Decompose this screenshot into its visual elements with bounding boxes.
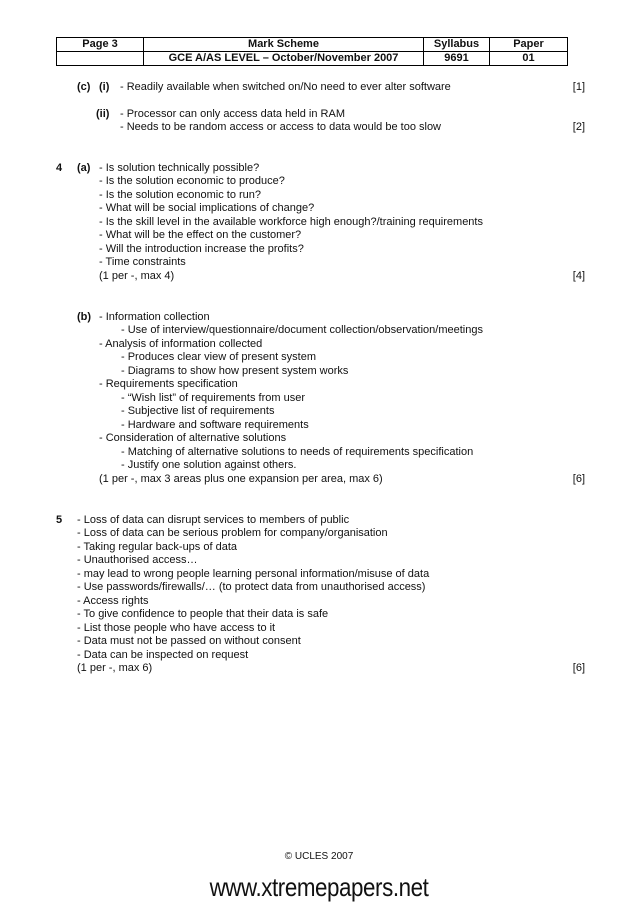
copyright-footer: © UCLES 2007 xyxy=(284,851,354,862)
q3c-ii-line: - Needs to be random access or access to data would be too slow xyxy=(120,121,442,133)
q4b-mark: [6] xyxy=(572,473,585,485)
q4a-note: (1 per -, max 4) xyxy=(99,270,175,282)
q4-number: 4 xyxy=(56,162,63,174)
q5-line: - Loss of data can be serious problem for company/organisation xyxy=(77,527,388,539)
q4b-note: (1 per -, max 3 areas plus one expansion per area, max 6) xyxy=(99,473,383,485)
q4b-line: - Hardware and software requirements xyxy=(121,419,309,431)
q3c-part-label: (c) xyxy=(77,81,91,93)
q5-line: - To give confidence to people that their data is safe xyxy=(77,608,329,620)
paper-code: 01 xyxy=(490,52,568,66)
q4b-line: - Analysis of information collected xyxy=(99,338,263,350)
q4a-line: - What will be social implications of change? xyxy=(99,202,315,214)
q5-line: - Access rights xyxy=(77,595,149,607)
q4a-mark: [4] xyxy=(572,270,585,282)
q4b-line: - “Wish list” of requirements from user xyxy=(121,392,305,404)
q4b-line: - Requirements specification xyxy=(99,378,238,390)
q3c-i-label: (i) xyxy=(99,81,110,93)
q4a-line: - Is the solution economic to run? xyxy=(99,189,262,201)
q4b-label: (b) xyxy=(77,311,92,323)
q5-line: - Use passwords/firewalls/… (to protect data from unauthorised access) xyxy=(77,581,426,593)
q4a-line: - Time constraints xyxy=(99,256,186,268)
syllabus-label: Syllabus xyxy=(424,38,490,52)
q3c-ii-line: - Processor can only access data held in RAM xyxy=(120,108,345,120)
q5-line: - Taking regular back-ups of data xyxy=(77,541,237,553)
watermark-link[interactable]: www.xtremepapers.net xyxy=(209,872,429,902)
q4b-line: - Use of interview/questionnaire/document collection/observation/meetings xyxy=(121,324,483,336)
mark-scheme-title: Mark Scheme xyxy=(144,38,424,52)
q3c-i-text: - Readily available when switched on/No need to ever alter software xyxy=(120,81,451,93)
q4a-label: (a) xyxy=(77,162,91,174)
q3c-ii-label: (ii) xyxy=(96,108,110,120)
q4b-line: - Produces clear view of present system xyxy=(121,351,317,363)
exam-title: GCE A/AS LEVEL – October/November 2007 xyxy=(144,52,424,66)
paper-label: Paper xyxy=(490,38,568,52)
q4b-line: - Diagrams to show how present system works xyxy=(121,365,349,377)
q4b-line: - Consideration of alternative solutions xyxy=(99,432,287,444)
q4a-line: - Is solution technically possible? xyxy=(99,162,260,174)
q4a-line: - What will be the effect on the customer? xyxy=(99,229,302,241)
q5-line: - Unauthorised access… xyxy=(77,554,198,566)
q5-line: - Data can be inspected on request xyxy=(77,649,249,661)
q4b-line: - Subjective list of requirements xyxy=(121,405,275,417)
q4b-line: - Justify one solution against others. xyxy=(121,459,297,471)
header-empty-cell xyxy=(57,52,144,66)
q5-note: (1 per -, max 6) xyxy=(77,662,153,674)
q5-number: 5 xyxy=(56,514,63,526)
page-number: Page 3 xyxy=(57,38,144,52)
q4a-line: - Will the introduction increase the profits? xyxy=(99,243,304,255)
q5-line: - may lead to wrong people learning personal information/misuse of data xyxy=(77,568,430,580)
q4a-line: - Is the solution economic to produce? xyxy=(99,175,285,187)
q5-mark: [6] xyxy=(572,662,585,674)
q3c-i-mark: [1] xyxy=(572,81,585,93)
q4a-line: - Is the skill level in the available workforce high enough?/training requirements xyxy=(99,216,483,228)
q3c-ii-mark: [2] xyxy=(572,121,585,133)
syllabus-code: 9691 xyxy=(424,52,490,66)
q5-line: - List those people who have access to it xyxy=(77,622,276,634)
header-table xyxy=(56,37,568,66)
q4b-line: - Information collection xyxy=(99,311,210,323)
q5-line: - Data must not be passed on without consent xyxy=(77,635,301,647)
q5-line: - Loss of data can disrupt services to members of public xyxy=(77,514,350,526)
q4b-line: - Matching of alternative solutions to needs of requirements specification xyxy=(121,446,474,458)
